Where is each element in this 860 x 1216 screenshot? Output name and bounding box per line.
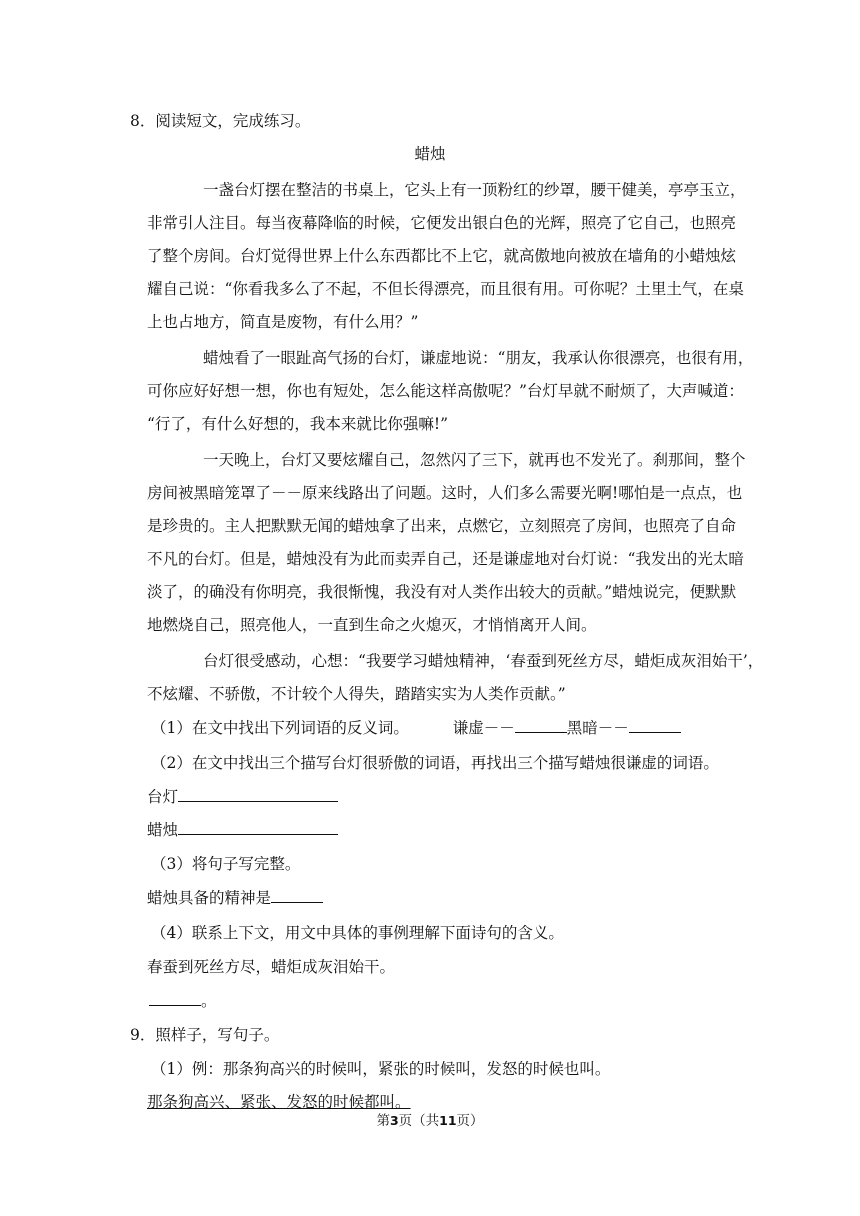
candle-label: 蜡烛: [147, 821, 179, 839]
answer-blank[interactable]: [629, 718, 681, 733]
lamp-label: 台灯: [147, 788, 179, 806]
footer-post: 页）: [456, 1113, 484, 1129]
answer-blank[interactable]: [149, 991, 201, 1006]
example-sentence: （1）例：那条狗高兴的时候叫，紧张的时候叫，发怒的时候也叫。: [151, 1060, 611, 1078]
passage-line: 非常引人注目。每当夜幕降临的时候，它便发出银白色的光辉，照亮了它自己，也照亮: [147, 214, 737, 232]
antonym-word-2: 黑暗－－: [566, 719, 629, 737]
page-number: 3: [389, 1113, 399, 1128]
passage-line: 不凡的台灯。但是，蜡烛没有为此而卖弄自己，还是谦虚地对台灯说：“我发出的光太暗: [147, 550, 744, 568]
subquestion-4-text: （4）联系上下文，用文中具体的事例理解下面诗句的含义。: [151, 924, 564, 942]
question-9-heading: 9．照样子，写句子。: [130, 1026, 280, 1044]
candle-answer-line: [147, 820, 338, 840]
poem-answer-line: [149, 991, 217, 1011]
answer-blank[interactable]: [178, 787, 338, 802]
subquestion-1-text: （1）在文中找出下列词语的反义词。: [151, 719, 409, 737]
passage-line: 台灯很受感动，心想：“我要学习蜡烛精神，‘春蚕到死丝方尽，蜡炬成灰泪始干’，: [203, 652, 764, 670]
antonym-word-1: 谦虚－－: [452, 719, 515, 737]
passage-line: 房间被黑暗笼罩了－－原来线路出了问题。这时，人们多么需要光啊!哪怕是一点点，也: [147, 484, 743, 502]
candle-spirit-line: [147, 888, 323, 908]
lamp-answer-line: [147, 787, 338, 807]
passage-line: 蜡烛看了一眼趾高气扬的台灯，谦虚地说：“朋友，我承认你很漂亮，也很有用，: [203, 349, 754, 367]
poem-line: 春蚕到死丝方尽，蜡炬成灰泪始干。: [147, 958, 396, 976]
passage-line: 可你应好好想一想，你也有短处，怎么能这样高傲呢？”台灯早就不耐烦了，大声喊道：: [147, 382, 744, 400]
candle-spirit-prompt: 蜡烛具备的精神是: [147, 889, 272, 907]
subquestion-3-text: （3）将句子写完整。: [151, 855, 301, 873]
passage-line: 上也占地方，简直是废物，有什么用？”: [147, 313, 419, 331]
passage-line: 是珍贵的。主人把默默无闻的蜡烛拿了出来，点燃它，立刻照亮了房间，也照亮了自命: [147, 517, 737, 535]
footer-pre: 第: [376, 1113, 390, 1129]
answer-blank[interactable]: [515, 718, 567, 733]
example-answer: 那条狗高兴、紧张、发怒的时候都叫。: [147, 1093, 411, 1111]
passage-title: 蜡烛: [414, 145, 446, 163]
answer-blank[interactable]: [178, 820, 338, 835]
passage-line: 一天晚上，台灯又要炫耀自己，忽然闪了三下，就再也不发光了。刹那间，整个: [203, 451, 746, 469]
answer-blank[interactable]: [271, 888, 323, 903]
passage-line: 不炫耀、不骄傲，不计较个人得失，踏踏实实为人类作贡献。”: [147, 685, 566, 703]
passage-line: 了整个房间。台灯觉得世界上什么东西都比不上它，就高傲地向被放在墙角的小蜡烛炫: [147, 247, 737, 265]
passage-line: 淡了，的确没有你明亮，我很惭愧，我没有对人类作出较大的贡献。”蜡烛说完，便默默: [147, 583, 737, 601]
passage-line: 一盏台灯摆在整洁的书桌上，它头上有一顶粉红的纱罩，腰干健美，亭亭玉立，: [203, 181, 746, 199]
question-8-heading: 8．阅读短文，完成练习。: [130, 112, 311, 130]
subquestion-1: [151, 718, 681, 738]
passage-line: “行了，有什么好想的，我本来就比你强嘛!”: [147, 415, 449, 433]
total-pages: 11: [439, 1113, 457, 1128]
period: 。: [201, 992, 217, 1010]
subquestion-2-text: （2）在文中找出三个描写台灯很骄傲的词语，再找出三个描写蜡烛很谦虚的词语。: [151, 754, 719, 772]
footer-mid: 页（共: [398, 1113, 440, 1129]
passage-line: 耀自己说：“你看我多么了不起，不但长得漂亮，而且很有用。可你呢？土里土气，在桌: [147, 280, 744, 298]
page-footer: [0, 1111, 860, 1131]
passage-line: 地燃烧自己，照亮他人，一直到生命之火熄灭，才悄悄离开人间。: [147, 616, 597, 634]
